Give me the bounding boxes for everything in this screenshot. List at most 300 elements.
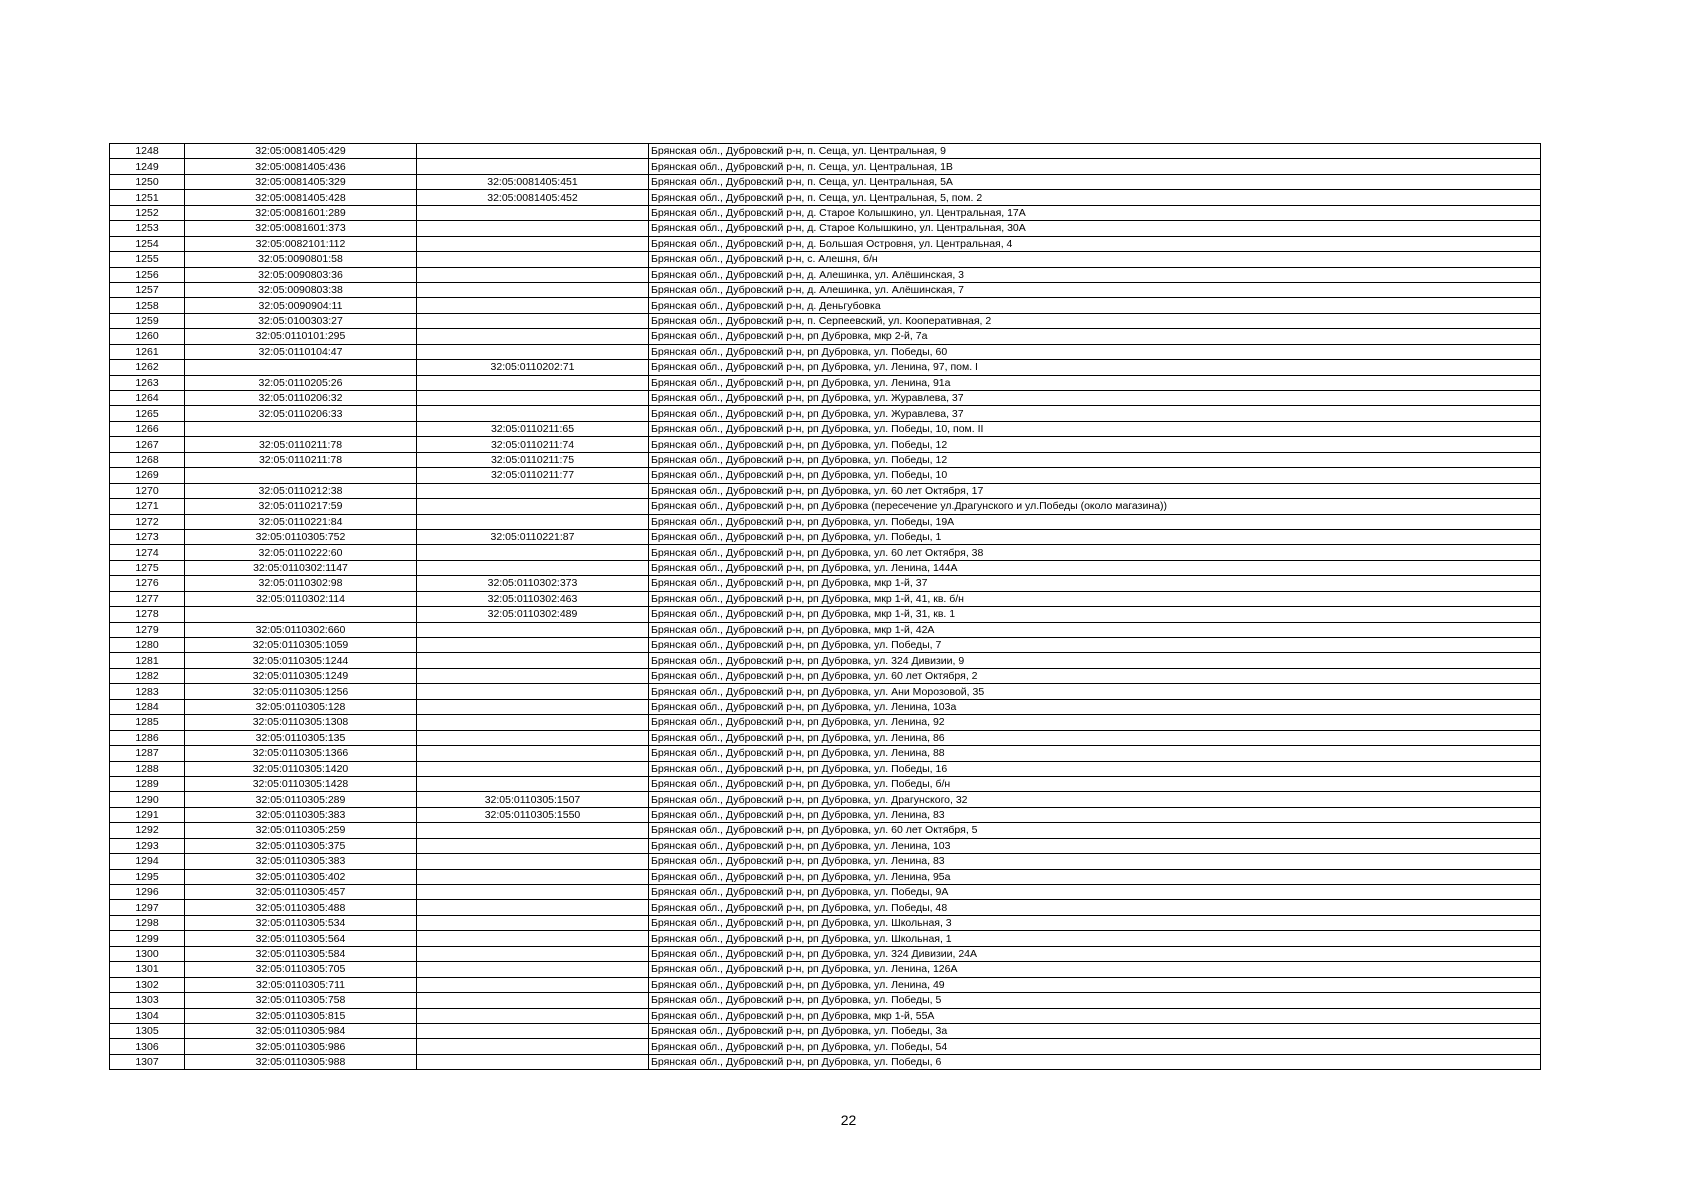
address-cell: Брянская обл., Дубровский р-н, рп Дубровка, ул. Победы, 60 [649,344,1541,359]
row-number-cell: 1298 [110,915,185,930]
address-cell: Брянская обл., Дубровский р-н, рп Дубровка, ул. Ани Морозовой, 35 [649,684,1541,699]
address-cell: Брянская обл., Дубровский р-н, рп Дубровка, ул. Ленина, 144А [649,560,1541,575]
table-row [110,360,1541,375]
land-cadastral-number-cell: 32:05:0110305:752 [185,529,417,544]
address-cell: Брянская обл., Дубровский р-н, рп Дубровка, ул. 60 лет Октября, 5 [649,823,1541,838]
row-number-cell: 1257 [110,282,185,297]
row-number-cell: 1295 [110,869,185,884]
building-cadastral-number-cell [417,900,649,915]
row-number-cell: 1300 [110,946,185,961]
address-cell: Брянская обл., Дубровский р-н, с. Алешня, б/н [649,252,1541,267]
building-cadastral-number-cell [417,1039,649,1054]
building-cadastral-number-cell [417,252,649,267]
building-cadastral-number-cell [417,313,649,328]
address-cell: Брянская обл., Дубровский р-н, рп Дубровка, ул. Ленина, 103а [649,699,1541,714]
table-row [110,684,1541,699]
address-cell: Брянская обл., Дубровский р-н, рп Дубровка, мкр 2-й, 7а [649,329,1541,344]
row-number-cell: 1307 [110,1054,185,1069]
row-number-cell: 1258 [110,298,185,313]
table-row [110,1023,1541,1038]
address-cell: Брянская обл., Дубровский р-н, п. Серпеевский, ул. Кооперативная, 2 [649,313,1541,328]
land-cadastral-number-cell: 32:05:0081405:428 [185,190,417,205]
table-row [110,313,1541,328]
address-cell: Брянская обл., Дубровский р-н, рп Дубровка, ул. Ленина, 88 [649,746,1541,761]
table-row [110,144,1541,159]
building-cadastral-number-cell: 32:05:0110211:75 [417,452,649,467]
table-body [110,144,1541,1070]
address-cell: Брянская обл., Дубровский р-н, п. Сеща, ул. Центральная, 5А [649,174,1541,189]
table-row [110,560,1541,575]
building-cadastral-number-cell [417,715,649,730]
row-number-cell: 1301 [110,962,185,977]
row-number-cell: 1274 [110,545,185,560]
building-cadastral-number-cell [417,823,649,838]
address-cell: Брянская обл., Дубровский р-н, рп Дубровка, ул. Ленина, 95а [649,869,1541,884]
address-cell: Брянская обл., Дубровский р-н, рп Дубровка, ул. 324 Дивизии, 9 [649,653,1541,668]
address-cell: Брянская обл., Дубровский р-н, рп Дубровка, ул. 60 лет Октября, 2 [649,668,1541,683]
table-row [110,329,1541,344]
land-cadastral-number-cell: 32:05:0110305:564 [185,931,417,946]
address-cell: Брянская обл., Дубровский р-н, рп Дубровка, ул. 324 Дивизии, 24А [649,946,1541,961]
building-cadastral-number-cell [417,221,649,236]
row-number-cell: 1259 [110,313,185,328]
land-cadastral-number-cell: 32:05:0110305:383 [185,807,417,822]
address-cell: Брянская обл., Дубровский р-н, рп Дубровка, ул. Победы, 54 [649,1039,1541,1054]
building-cadastral-number-cell [417,344,649,359]
building-cadastral-number-cell: 32:05:0110302:463 [417,591,649,606]
land-cadastral-number-cell: 32:05:0110302:98 [185,576,417,591]
table-row [110,715,1541,730]
building-cadastral-number-cell [417,993,649,1008]
land-cadastral-number-cell: 32:05:0090801:58 [185,252,417,267]
land-cadastral-number-cell: 32:05:0110305:402 [185,869,417,884]
table-row [110,946,1541,961]
table-row [110,375,1541,390]
land-cadastral-number-cell: 32:05:0110305:584 [185,946,417,961]
table-row [110,298,1541,313]
row-number-cell: 1268 [110,452,185,467]
building-cadastral-number-cell [417,761,649,776]
address-cell: Брянская обл., Дубровский р-н, рп Дубровка, ул. Журавлева, 37 [649,406,1541,421]
table-row [110,838,1541,853]
row-number-cell: 1269 [110,468,185,483]
table-row [110,668,1541,683]
row-number-cell: 1272 [110,514,185,529]
building-cadastral-number-cell [417,205,649,220]
table-row [110,699,1541,714]
table-row [110,653,1541,668]
row-number-cell: 1261 [110,344,185,359]
address-cell: Брянская обл., Дубровский р-н, п. Сеща, ул. Центральная, 1В [649,159,1541,174]
address-cell: Брянская обл., Дубровский р-н, рп Дубровка, ул. Ленина, 92 [649,715,1541,730]
table-row [110,885,1541,900]
land-cadastral-number-cell: 32:05:0100303:27 [185,313,417,328]
address-cell: Брянская обл., Дубровский р-н, рп Дубровка, ул. Победы, 7 [649,638,1541,653]
row-number-cell: 1293 [110,838,185,853]
table-row [110,730,1541,745]
address-cell: Брянская обл., Дубровский р-н, рп Дубровка, ул. Ленина, 126А [649,962,1541,977]
row-number-cell: 1252 [110,205,185,220]
building-cadastral-number-cell: 32:05:0110202:71 [417,360,649,375]
table-row [110,190,1541,205]
row-number-cell: 1253 [110,221,185,236]
land-cadastral-number-cell: 32:05:0110305:534 [185,915,417,930]
row-number-cell: 1254 [110,236,185,251]
address-cell: Брянская обл., Дубровский р-н, рп Дубровка, ул. Победы, 6 [649,1054,1541,1069]
address-cell: Брянская обл., Дубровский р-н, рп Дубровка, ул. Победы, 12 [649,437,1541,452]
row-number-cell: 1286 [110,730,185,745]
land-cadastral-number-cell: 32:05:0081405:429 [185,144,417,159]
row-number-cell: 1250 [110,174,185,189]
land-cadastral-number-cell: 32:05:0110305:815 [185,1008,417,1023]
building-cadastral-number-cell [417,514,649,529]
row-number-cell: 1256 [110,267,185,282]
address-cell: Брянская обл., Дубровский р-н, рп Дубровка, ул. Победы, 48 [649,900,1541,915]
building-cadastral-number-cell [417,282,649,297]
building-cadastral-number-cell [417,684,649,699]
building-cadastral-number-cell: 32:05:0110302:489 [417,607,649,622]
table-row [110,915,1541,930]
building-cadastral-number-cell [417,1054,649,1069]
row-number-cell: 1249 [110,159,185,174]
address-cell: Брянская обл., Дубровский р-н, рп Дубровка, мкр 1-й, 55А [649,1008,1541,1023]
table-row [110,931,1541,946]
address-cell: Брянская обл., Дубровский р-н, п. Сеща, ул. Центральная, 5, пом. 2 [649,190,1541,205]
land-cadastral-number-cell: 32:05:0110302:1147 [185,560,417,575]
row-number-cell: 1304 [110,1008,185,1023]
land-cadastral-number-cell: 32:05:0110305:289 [185,792,417,807]
land-cadastral-number-cell [185,421,417,436]
address-cell: Брянская обл., Дубровский р-н, д. Алешинка, ул. Алёшинская, 7 [649,282,1541,297]
row-number-cell: 1265 [110,406,185,421]
table-row [110,792,1541,807]
land-cadastral-number-cell: 32:05:0110206:33 [185,406,417,421]
row-number-cell: 1296 [110,885,185,900]
table-row [110,499,1541,514]
land-cadastral-number-cell: 32:05:0110101:295 [185,329,417,344]
building-cadastral-number-cell [417,730,649,745]
address-cell: Брянская обл., Дубровский р-н, рп Дубровка, ул. Победы, 12 [649,452,1541,467]
land-cadastral-number-cell: 32:05:0110305:375 [185,838,417,853]
land-cadastral-number-cell [185,360,417,375]
land-cadastral-number-cell: 32:05:0110305:259 [185,823,417,838]
building-cadastral-number-cell: 32:05:0110211:65 [417,421,649,436]
building-cadastral-number-cell [417,1008,649,1023]
table-row [110,159,1541,174]
table-row [110,591,1541,606]
table-row [110,344,1541,359]
land-cadastral-number-cell: 32:05:0110305:705 [185,962,417,977]
address-cell: Брянская обл., Дубровский р-н, рп Дубровка, ул. Ленина, 49 [649,977,1541,992]
address-cell: Брянская обл., Дубровский р-н, д. Деньгубовка [649,298,1541,313]
row-number-cell: 1264 [110,391,185,406]
property-table [109,143,1541,1070]
table-row [110,622,1541,637]
row-number-cell: 1251 [110,190,185,205]
land-cadastral-number-cell: 32:05:0110305:488 [185,900,417,915]
land-cadastral-number-cell: 32:05:0110305:711 [185,977,417,992]
address-cell: Брянская обл., Дубровский р-н, рп Дубровка, ул. 60 лет Октября, 38 [649,545,1541,560]
row-number-cell: 1279 [110,622,185,637]
land-cadastral-number-cell: 32:05:0110221:84 [185,514,417,529]
land-cadastral-number-cell: 32:05:0110211:78 [185,437,417,452]
address-cell: Брянская обл., Дубровский р-н, п. Сеща, ул. Центральная, 9 [649,144,1541,159]
building-cadastral-number-cell [417,375,649,390]
row-number-cell: 1291 [110,807,185,822]
building-cadastral-number-cell [417,545,649,560]
row-number-cell: 1289 [110,776,185,791]
table-row [110,962,1541,977]
building-cadastral-number-cell: 32:05:0110211:74 [417,437,649,452]
row-number-cell: 1305 [110,1023,185,1038]
building-cadastral-number-cell: 32:05:0110305:1507 [417,792,649,807]
building-cadastral-number-cell [417,499,649,514]
address-cell: Брянская обл., Дубровский р-н, рп Дубровка, ул. Ленина, 97, пом. I [649,360,1541,375]
building-cadastral-number-cell [417,869,649,884]
table-row [110,823,1541,838]
row-number-cell: 1302 [110,977,185,992]
row-number-cell: 1262 [110,360,185,375]
address-cell: Брянская обл., Дубровский р-н, рп Дубровка, мкр 1-й, 31, кв. 1 [649,607,1541,622]
table-row [110,977,1541,992]
building-cadastral-number-cell: 32:05:0110305:1550 [417,807,649,822]
land-cadastral-number-cell: 32:05:0081601:289 [185,205,417,220]
table-row [110,1039,1541,1054]
address-cell: Брянская обл., Дубровский р-н, рп Дубровка, ул. Победы, б/н [649,776,1541,791]
address-cell: Брянская обл., Дубровский р-н, рп Дубровка (пересечение ул.Драгунского и ул.Победы (около магазина)) [649,499,1541,514]
building-cadastral-number-cell [417,962,649,977]
row-number-cell: 1285 [110,715,185,730]
row-number-cell: 1282 [110,668,185,683]
address-cell: Брянская обл., Дубровский р-н, рп Дубровка, ул. Школьная, 3 [649,915,1541,930]
building-cadastral-number-cell [417,885,649,900]
table-row [110,776,1541,791]
row-number-cell: 1271 [110,499,185,514]
table-row [110,746,1541,761]
building-cadastral-number-cell [417,977,649,992]
building-cadastral-number-cell [417,560,649,575]
table-row [110,174,1541,189]
address-cell: Брянская обл., Дубровский р-н, рп Дубровка, ул. Ленина, 103 [649,838,1541,853]
building-cadastral-number-cell [417,406,649,421]
land-cadastral-number-cell: 32:05:0110305:1366 [185,746,417,761]
row-number-cell: 1283 [110,684,185,699]
table-row [110,391,1541,406]
row-number-cell: 1276 [110,576,185,591]
row-number-cell: 1278 [110,607,185,622]
building-cadastral-number-cell [417,391,649,406]
address-cell: Брянская обл., Дубровский р-н, рп Дубровка, ул. Драгунского, 32 [649,792,1541,807]
address-cell: Брянская обл., Дубровский р-н, рп Дубровка, ул. Победы, 1 [649,529,1541,544]
building-cadastral-number-cell [417,915,649,930]
table-row [110,452,1541,467]
row-number-cell: 1292 [110,823,185,838]
land-cadastral-number-cell: 32:05:0110212:38 [185,483,417,498]
address-cell: Брянская обл., Дубровский р-н, рп Дубровка, ул. Ленина, 86 [649,730,1541,745]
address-cell: Брянская обл., Дубровский р-н, рп Дубровка, ул. Ленина, 91а [649,375,1541,390]
land-cadastral-number-cell: 32:05:0110305:383 [185,854,417,869]
land-cadastral-number-cell: 32:05:0110305:1308 [185,715,417,730]
land-cadastral-number-cell: 32:05:0110305:128 [185,699,417,714]
land-cadastral-number-cell: 32:05:0082101:112 [185,236,417,251]
address-cell: Брянская обл., Дубровский р-н, рп Дубровка, ул. Победы, 10, пом. II [649,421,1541,436]
address-cell: Брянская обл., Дубровский р-н, д. Большая Островня, ул. Центральная, 4 [649,236,1541,251]
land-cadastral-number-cell: 32:05:0110305:984 [185,1023,417,1038]
table-row [110,545,1541,560]
table-row [110,854,1541,869]
building-cadastral-number-cell [417,699,649,714]
building-cadastral-number-cell [417,776,649,791]
row-number-cell: 1290 [110,792,185,807]
building-cadastral-number-cell: 32:05:0110221:87 [417,529,649,544]
table-row [110,205,1541,220]
row-number-cell: 1260 [110,329,185,344]
table-row [110,514,1541,529]
address-cell: Брянская обл., Дубровский р-н, д. Алешинка, ул. Алёшинская, 3 [649,267,1541,282]
table-row [110,406,1541,421]
land-cadastral-number-cell: 32:05:0110217:59 [185,499,417,514]
building-cadastral-number-cell: 32:05:0110302:373 [417,576,649,591]
address-cell: Брянская обл., Дубровский р-н, рп Дубровка, ул. Победы, 10 [649,468,1541,483]
table-row [110,1008,1541,1023]
address-cell: Брянская обл., Дубровский р-н, рп Дубровка, мкр 1-й, 41, кв. б/н [649,591,1541,606]
building-cadastral-number-cell [417,329,649,344]
row-number-cell: 1270 [110,483,185,498]
address-cell: Брянская обл., Дубровский р-н, рп Дубровка, мкр 1-й, 42А [649,622,1541,637]
row-number-cell: 1273 [110,529,185,544]
address-cell: Брянская обл., Дубровский р-н, д. Старое Колышкино, ул. Центральная, 30А [649,221,1541,236]
address-cell: Брянская обл., Дубровский р-н, рп Дубровка, ул. Журавлева, 37 [649,391,1541,406]
building-cadastral-number-cell [417,236,649,251]
row-number-cell: 1266 [110,421,185,436]
table-row [110,483,1541,498]
row-number-cell: 1299 [110,931,185,946]
land-cadastral-number-cell: 32:05:0110206:32 [185,391,417,406]
table-row [110,900,1541,915]
land-cadastral-number-cell: 32:05:0110305:988 [185,1054,417,1069]
land-cadastral-number-cell [185,468,417,483]
building-cadastral-number-cell [417,653,649,668]
land-cadastral-number-cell [185,607,417,622]
land-cadastral-number-cell: 32:05:0110205:26 [185,375,417,390]
table-row [110,252,1541,267]
land-cadastral-number-cell: 32:05:0110305:1249 [185,668,417,683]
table-row [110,267,1541,282]
land-cadastral-number-cell: 32:05:0081405:329 [185,174,417,189]
land-cadastral-number-cell: 32:05:0110302:114 [185,591,417,606]
row-number-cell: 1287 [110,746,185,761]
table-row [110,807,1541,822]
row-number-cell: 1248 [110,144,185,159]
land-cadastral-number-cell: 32:05:0110305:1420 [185,761,417,776]
land-cadastral-number-cell: 32:05:0081601:373 [185,221,417,236]
building-cadastral-number-cell [417,144,649,159]
address-cell: Брянская обл., Дубровский р-н, рп Дубровка, мкр 1-й, 37 [649,576,1541,591]
building-cadastral-number-cell [417,267,649,282]
building-cadastral-number-cell [417,622,649,637]
table-row [110,576,1541,591]
address-cell: Брянская обл., Дубровский р-н, рп Дубровка, ул. Победы, 19А [649,514,1541,529]
address-cell: Брянская обл., Дубровский р-н, рп Дубровка, ул. Победы, 9А [649,885,1541,900]
land-cadastral-number-cell: 32:05:0110305:1059 [185,638,417,653]
row-number-cell: 1294 [110,854,185,869]
building-cadastral-number-cell [417,931,649,946]
row-number-cell: 1275 [110,560,185,575]
land-cadastral-number-cell: 32:05:0110302:660 [185,622,417,637]
page-number: 22 [840,1112,857,1128]
row-number-cell: 1306 [110,1039,185,1054]
land-cadastral-number-cell: 32:05:0110222:60 [185,545,417,560]
building-cadastral-number-cell [417,838,649,853]
land-cadastral-number-cell: 32:05:0110305:1256 [185,684,417,699]
row-number-cell: 1288 [110,761,185,776]
table-row [110,468,1541,483]
building-cadastral-number-cell [417,668,649,683]
land-cadastral-number-cell: 32:05:0090803:36 [185,267,417,282]
row-number-cell: 1267 [110,437,185,452]
table-row [110,236,1541,251]
land-cadastral-number-cell: 32:05:0110305:758 [185,993,417,1008]
table-row [110,607,1541,622]
address-cell: Брянская обл., Дубровский р-н, рп Дубровка, ул. Победы, 16 [649,761,1541,776]
row-number-cell: 1297 [110,900,185,915]
row-number-cell: 1280 [110,638,185,653]
land-cadastral-number-cell: 32:05:0110104:47 [185,344,417,359]
table-row [110,421,1541,436]
building-cadastral-number-cell [417,946,649,961]
table-row [110,437,1541,452]
table-row [110,529,1541,544]
address-cell: Брянская обл., Дубровский р-н, д. Старое Колышкино, ул. Центральная, 17А [649,205,1541,220]
row-number-cell: 1277 [110,591,185,606]
land-cadastral-number-cell: 32:05:0110305:1244 [185,653,417,668]
land-cadastral-number-cell: 32:05:0110211:78 [185,452,417,467]
building-cadastral-number-cell [417,638,649,653]
address-cell: Брянская обл., Дубровский р-н, рп Дубровка, ул. Ленина, 83 [649,807,1541,822]
land-cadastral-number-cell: 32:05:0081405:436 [185,159,417,174]
land-cadastral-number-cell: 32:05:0110305:457 [185,885,417,900]
table-row [110,993,1541,1008]
table-row [110,869,1541,884]
table-row [110,221,1541,236]
row-number-cell: 1281 [110,653,185,668]
row-number-cell: 1284 [110,699,185,714]
land-cadastral-number-cell: 32:05:0110305:135 [185,730,417,745]
address-cell: Брянская обл., Дубровский р-н, рп Дубровка, ул. Победы, 3а [649,1023,1541,1038]
address-cell: Брянская обл., Дубровский р-н, рп Дубровка, ул. Победы, 5 [649,993,1541,1008]
row-number-cell: 1255 [110,252,185,267]
table-row [110,1054,1541,1069]
building-cadastral-number-cell [417,1023,649,1038]
row-number-cell: 1263 [110,375,185,390]
building-cadastral-number-cell [417,298,649,313]
building-cadastral-number-cell: 32:05:0081405:452 [417,190,649,205]
table-row [110,282,1541,297]
address-cell: Брянская обл., Дубровский р-н, рп Дубровка, ул. Ленина, 83 [649,854,1541,869]
land-cadastral-number-cell: 32:05:0090803:38 [185,282,417,297]
land-cadastral-number-cell: 32:05:0090904:11 [185,298,417,313]
table-row [110,638,1541,653]
address-cell: Брянская обл., Дубровский р-н, рп Дубровка, ул. 60 лет Октября, 17 [649,483,1541,498]
table-row [110,761,1541,776]
building-cadastral-number-cell: 32:05:0081405:451 [417,174,649,189]
building-cadastral-number-cell [417,746,649,761]
land-cadastral-number-cell: 32:05:0110305:986 [185,1039,417,1054]
building-cadastral-number-cell [417,854,649,869]
land-cadastral-number-cell: 32:05:0110305:1428 [185,776,417,791]
building-cadastral-number-cell [417,483,649,498]
address-cell: Брянская обл., Дубровский р-н, рп Дубровка, ул. Школьная, 1 [649,931,1541,946]
